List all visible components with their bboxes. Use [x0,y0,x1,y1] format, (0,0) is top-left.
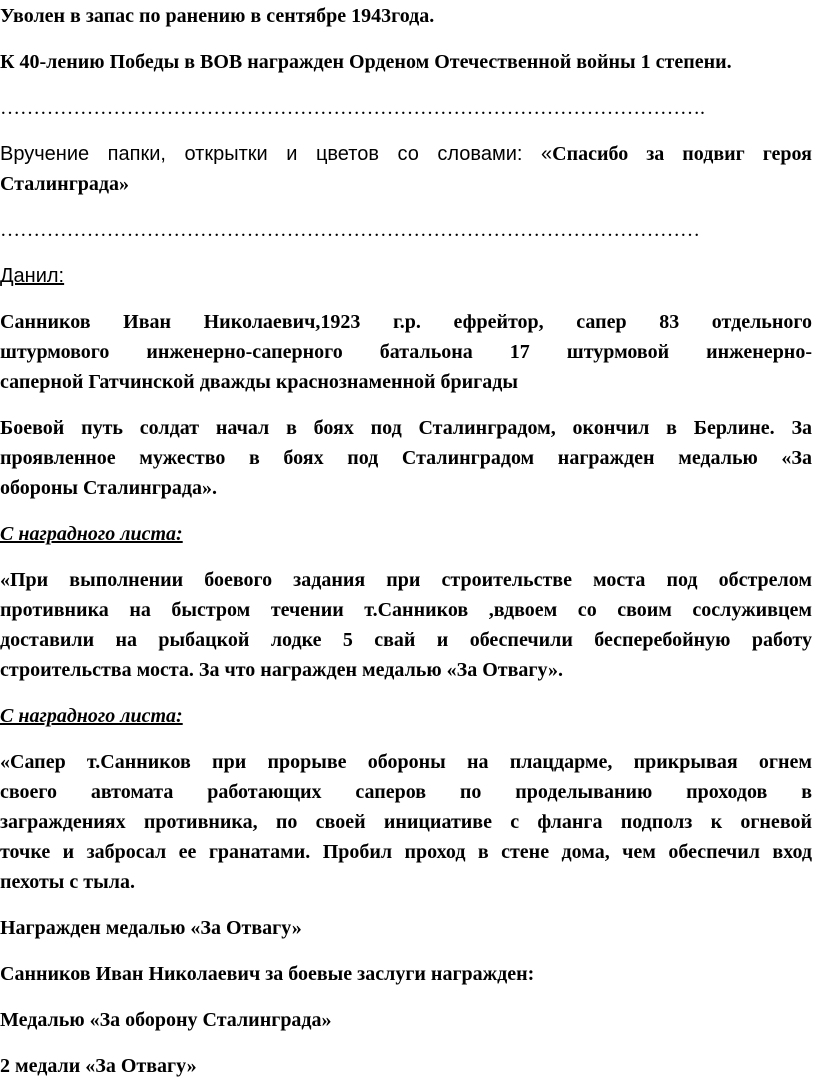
order-award-line: К 40-лению Победы в ВОВ награжден Орденом Отечественной войны 1 степени. [0,51,732,73]
award-sheet-line: доставили на рыбацкой лодке 5 свай и обеспечили бесперебойную работу [0,629,812,651]
award-list-item: 2 медали «За Отвагу» [0,1055,197,1077]
merits-line: Санников Иван Николаевич за боевые заслуги награжден: [0,963,535,985]
separator-dots-1: ……………………………………………………………………………………………. [0,97,705,119]
award-sheet-line: «Сапер т.Санников при прорыве обороны на плацдарме, прикрывая огнем [0,751,812,773]
bio-line: штурмового инженерно-саперного батальона 17 штурмовой инженерно- [0,341,812,363]
combat-path-line: Боевой путь солдат начал в боях под Сталинградом, окончил в Берлине. За [0,417,812,439]
combat-path-line: обороны Сталинграда». [0,477,218,499]
presentation-quote: Спасибо за подвиг героя [552,143,812,165]
presentation-line-1 [0,138,812,170]
speaker-label: Данил: [0,265,65,287]
award-sheet-line: точке и забросал ее гранатами. Пробил проход в стене дома, чем обеспечил вход [0,841,812,863]
award-sheet-heading-1: С наградного листа: [0,523,183,545]
bio-line: Санников Иван Николаевич,1923 г.р. ефрейтор, сапер 83 отдельного [0,311,812,333]
combat-path-line: проявленное мужество в боях под Сталинградом награжден медалью «За [0,447,812,469]
medal-line: Награжден медалью «За Отвагу» [0,917,302,939]
award-sheet-line: противника на быстром течении т.Санников ,вдвоем со своим сослуживцем [0,599,812,621]
award-sheet-line: «При выполнении боевого задания при строительстве моста под обстрелом [0,569,812,591]
award-sheet-line: строительства моста. За что награжден медалью «За Отвагу». [0,659,563,681]
bio-line: саперной Гатчинской дважды краснознаменной бригады [0,371,518,393]
presentation-line-2: Сталинграда» [0,173,130,195]
separator-dots-2: …………………………………………………………………………………………… [0,219,700,241]
award-sheet-line: пехоты с тыла. [0,871,135,893]
award-sheet-line: заграждениях противника, по своей инициативе с фланга подполз к огневой [0,811,812,833]
award-sheet-line: своего автомата работающих саперов по проделыванию проходов в [0,781,812,803]
presentation-prefix: Вручение папки, открытки и цветов со словами: « [0,143,553,165]
discharge-line: Уволен в запас по ранению в сентябре 1943года. [0,5,435,27]
award-list-item: Медалью «За оборону Сталинграда» [0,1009,332,1031]
award-sheet-heading-2: С наградного листа: [0,705,183,727]
